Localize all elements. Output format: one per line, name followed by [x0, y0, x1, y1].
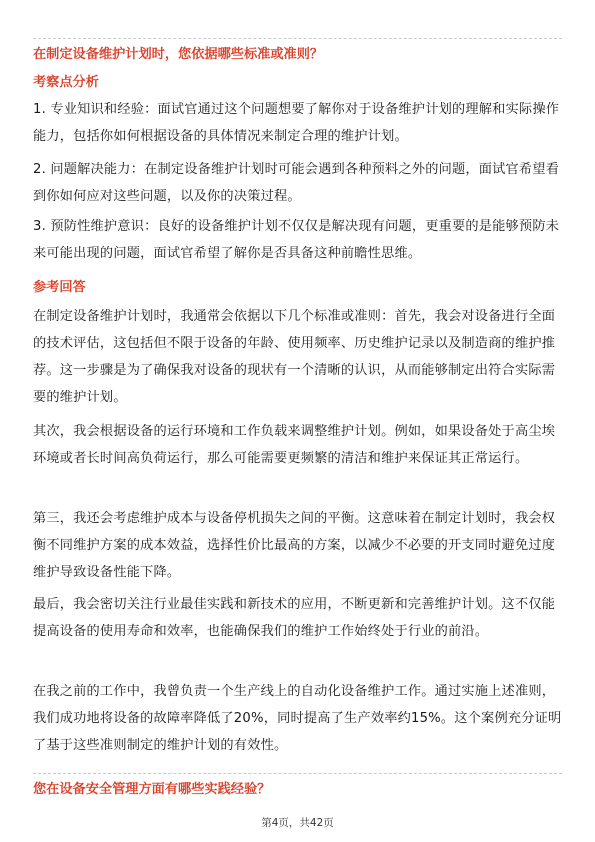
answer-paragraph: 其次，我会根据设备的运行环境和工作负载来调整维护计划。例如，如果设备处于高尘埃环境或者长时间高负荷运行，那么可能需要更频繁的清洁和维护来保证其正常运行。	[33, 424, 556, 466]
top-divider	[33, 38, 562, 39]
answer-section-title: 参考回答	[33, 280, 86, 295]
answer-paragraph: 第三，我还会考虑维护成本与设备停机损失之间的平衡。这意味着在制定计划时，我会权衡不同维护方案的成本效益，选择性价比最高的方案，以减少不必要的开支同时避免过度维护导致设备性能下降。	[33, 511, 556, 580]
answer-paragraph: 在制定设备维护计划时，我通常会依据以下几个标准或准则：首先，我会对设备进行全面的技术评估，这包括但不限于设备的年龄、使用频率、历史维护记录以及制造商的维护推荐。这一步骤是为了确保我对设备的现状有一个清晰的认识，从而能够制定出符合实际需要的维护计划。	[33, 309, 556, 405]
answer-paragraph: 在我之前的工作中，我曾负责一个生产线上的自动化设备维护工作。通过实施上述准则，我们成功地将设备的故障率降低了20%，同时提高了生产效率约15%。这个案例充分证明了基于这些准则制定的维护计划的有效性。	[33, 684, 562, 753]
analysis-item: 3. 预防性维护意识：良好的设备维护计划不仅仅是解决现有问题，更重要的是能够预防未来可能出现的问题，面试官希望了解你是否具备这种前瞻性思维。	[33, 219, 560, 261]
page-number: 第4页，共42页	[261, 817, 334, 829]
analysis-section-title: 考察点分析	[33, 75, 99, 90]
next-question-heading: 您在设备安全管理方面有哪些实践经验？	[33, 782, 271, 797]
bottom-divider	[33, 773, 562, 774]
analysis-item: 2. 问题解决能力：在制定设备维护计划时可能会遇到各种预料之外的问题，面试官希望看到你如何应对这些问题，以及你的决策过程。	[33, 162, 560, 204]
question-heading: 在制定设备维护计划时，您依据哪些标准或准则？	[33, 47, 324, 62]
analysis-item: 1. 专业知识和经验：面试官通过这个问题想要了解你对于设备维护计划的理解和实际操作能力，包括你如何根据设备的具体情况来制定合理的维护计划。	[33, 102, 560, 144]
answer-paragraph: 最后，我会密切关注行业最佳实践和新技术的应用，不断更新和完善维护计划。这不仅能提高设备的使用寿命和效率，也能确保我们的维护工作始终处于行业的前沿。	[33, 597, 556, 639]
